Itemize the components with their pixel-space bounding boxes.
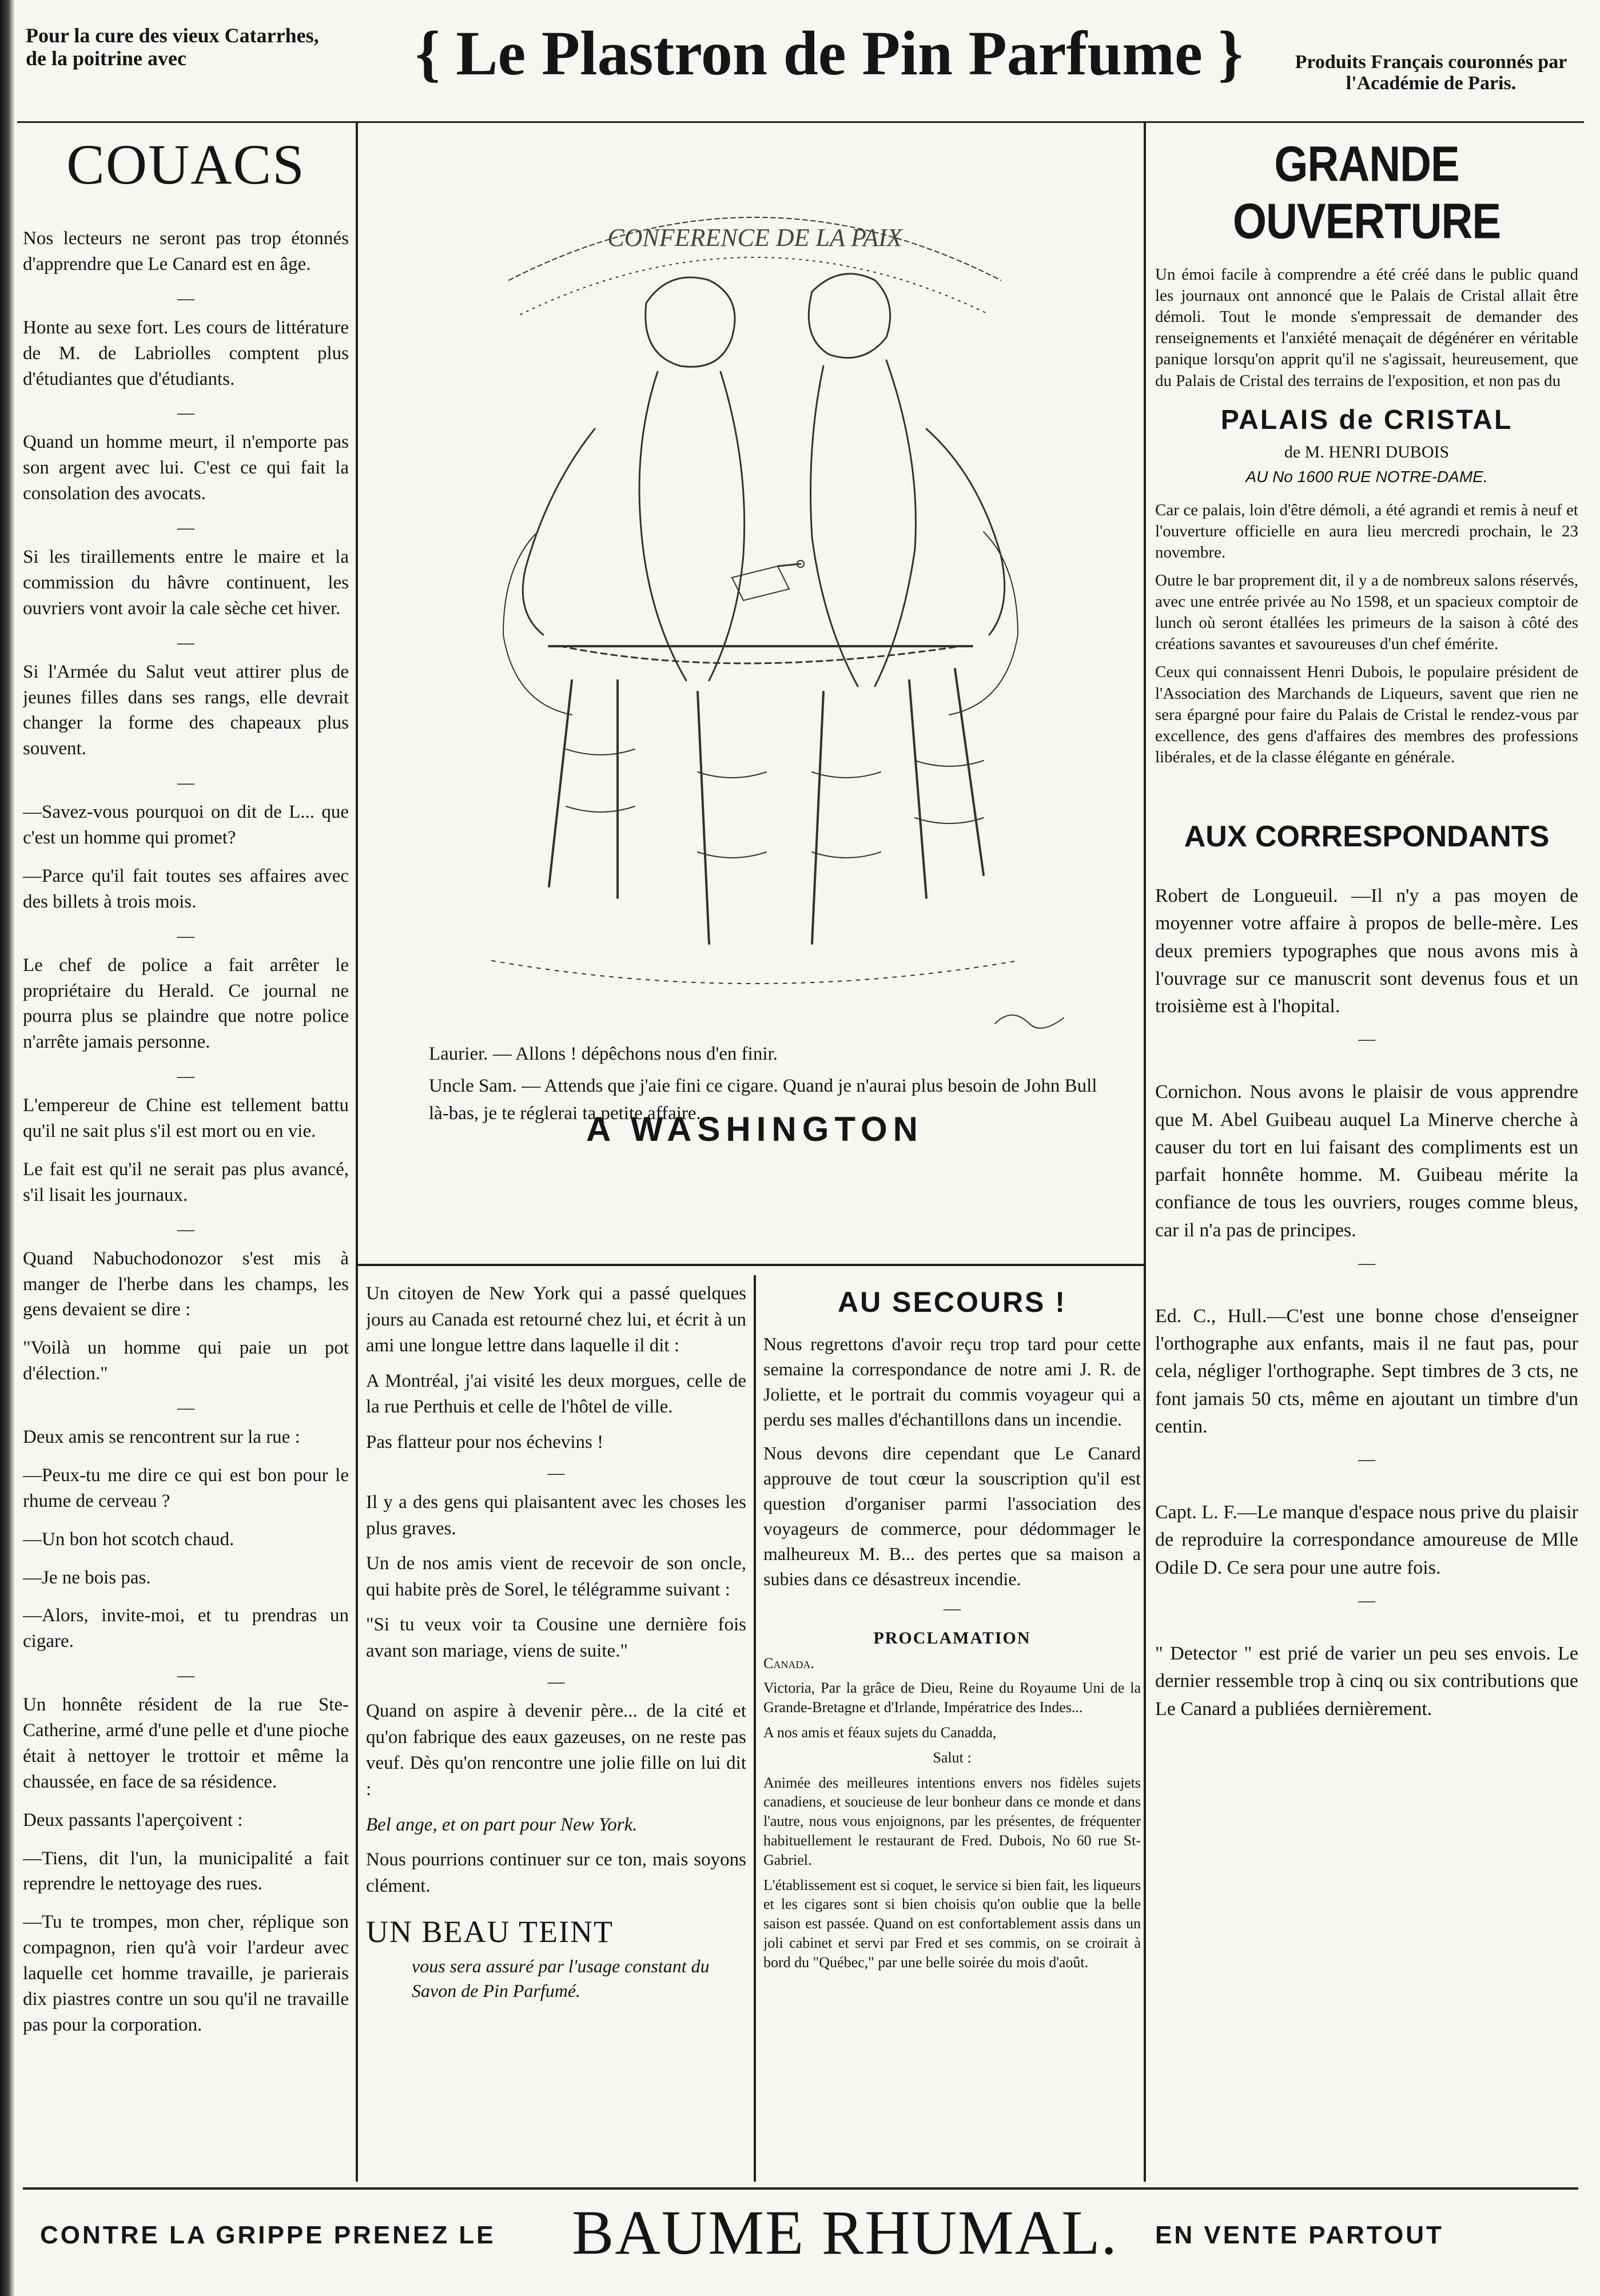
separator: — (177, 1067, 194, 1086)
proclamation-line: Victoria, Par la grâce de Dieu, Reine du Royaume Uni de la Grande-Bretagne et d'Irlande, Impératrice des Indes... (763, 1680, 1141, 1716)
bottom-advertisement (23, 2187, 1578, 2279)
correspondants-title: AUX CORRESPONDANTS (1184, 819, 1550, 853)
bottom-ad-left: CONTRE LA GRIPPE PRENEZ LE (40, 2221, 496, 2249)
middle-paragraph: Un de nos amis vient de recevoir de son oncle, qui habite près de Sorel, le télégramme suivant : (366, 1553, 746, 1600)
secours-column (763, 1281, 1141, 2139)
header-ad-left (26, 24, 380, 70)
cartoon-dialogue-line: Laurier. — Allons ! dépêchons nous d'en finir. (429, 1044, 778, 1064)
couacs-paragraph: Nos lecteurs ne seront pas trop étonnés d'apprendre que Le Canard est en âge. (23, 228, 349, 274)
header-ad-right: Produits Français couronnés par l'Académie de Paris. (1295, 51, 1567, 94)
secours-paragraph: Nous devons dire cependant que Le Canard approuve de tout cœur la souscription qu'il est question d'organiser parmi l'association des voyageurs de commerce, pour dédommager le malheureux M. B... des pertes que sa maison a subies dans ce désastreux incendie. (763, 1442, 1141, 1590)
couacs-paragraph: L'empereur de Chine est tellement battu qu'il ne sait plus s'il est mort ou en vie. (23, 1095, 349, 1141)
separator: — (547, 1672, 565, 1692)
couacs-paragraph: "Voilà un homme qui paie un pot d'élection." (23, 1338, 349, 1384)
couacs-paragraph: Deux passants l'aperçoivent : (23, 1809, 243, 1831)
scan-edge (0, 0, 15, 2296)
middle-paragraph: Un citoyen de New York qui a passé quelques jours au Canada est retourné chez lui, et écrit à un ami une longue lettre dans laquelle il dit : (366, 1283, 746, 1356)
couacs-paragraph: Si les tiraillements entre le maire et la commission du hâvre continuent, les ouvriers vont avoir la cale sèche cet hiver. (23, 547, 349, 619)
palais-title: PALAIS de CRISTAL (1220, 404, 1513, 435)
palais-address: AU No 1600 RUE NOTRE-DAME. (1245, 467, 1488, 486)
middle-paragraph: Nous pourrions continuer sur ce ton, mais soyons clément. (366, 1849, 746, 1896)
correspondants-paragraph: Ed. C., Hull.—C'est une bonne chose d'enseigner l'orthographe aux enfants, mais il ne faut pas, pour cela, négliger l'orthographe. Sept timbres de 3 cts, ne font jamais 50 cts, même en ajoutant un timbre d'un centin. (1155, 1305, 1578, 1437)
correspondants-paragraph: Robert de Longueuil. —Il n'y a pas moyen de moyenner votre affaire à propos de belle-mère. Les deux premiers typographes que nous avons mis à l'ouvrage sur ce manuscrit sont devenus fous et un troisième est à l'hopital. (1155, 885, 1578, 1017)
couacs-paragraph: —Je ne bois pas. (23, 1567, 151, 1588)
proclamation-line: Animée des meilleures intentions envers nos fidèles sujets canadiens, et soucieuse de leur bonheur dans ce monde et dans l'autre, nous vous enjoignons, par les présentes, de fréquenter habituellement le restaurant de Fred. Dubois, No 60 rue St-Gabriel. (763, 1774, 1141, 1868)
separator: — (177, 1219, 194, 1239)
couacs-paragraph: —Alors, invite-moi, et tu prendras un cigare. (23, 1605, 349, 1652)
couacs-paragraph: Le fait est qu'il ne serait pas plus avancé, s'il lisait les journaux. (23, 1159, 349, 1205)
proclamation-title: PROCLAMATION (873, 1628, 1031, 1648)
proclamation-line: Salut : (933, 1749, 972, 1766)
couacs-paragraph: Quand un homme meurt, il n'emporte pas son argent avec lui. C'est ce qui fait la consolation des avocats. (23, 432, 349, 504)
couacs-paragraph: Si l'Armée du Salut veut attirer plus de jeunes filles dans ses rangs, elle devrait changer la forme des chapeaux plus souvent. (23, 661, 349, 759)
palais-subtitle: de M. HENRI DUBOIS (1284, 442, 1450, 461)
secours-title: AU SECOURS ! (838, 1286, 1066, 1318)
couacs-paragraph: —Peux-tu me dire ce qui est bon pour le rhume de cerveau ? (23, 1465, 349, 1511)
couacs-paragraph: Un honnête résident de la rue Ste-Catherine, armé d'une pelle et d'une pioche était à nettoyer le trottoir et même la chaussée, en face de sa résidence. (23, 1694, 349, 1792)
couacs-paragraph: Deux amis se rencontrent sur la rue : (23, 1427, 300, 1447)
couacs-paragraph: Quand Nabuchodonozor s'est mis à manger de l'herbe dans les champs, les gens devaient se dire : (23, 1248, 349, 1320)
grande-ouverture-title: GRANDE OUVERTURE (1232, 136, 1501, 249)
proclamation-line: Canada. (763, 1654, 814, 1672)
separator: — (177, 518, 194, 537)
proclamation-line: L'établissement est si coquet, le service si bien fait, les liqueurs et les cigares sont si bien choisis qu'on oublie que la belle saison est passée. Quand on est confortablement assis dans un joli cabinet et servi par Fred et ses commis, on se croirait à bord du "Québec," par une belle soirée du mois d'août. (763, 1876, 1141, 1971)
correspondants-paragraph: " Detector " est prié de varier un peu ses envois. Le dernier ressemble trop à cinq ou six contributions que Le Canard a publiées dernièrement. (1155, 1643, 1578, 1720)
cartoon-bottom-rule (357, 1264, 1144, 1266)
ouverture-paragraph: Outre le bar proprement dit, il y a de nombreux salons réservés, avec une entrée privée au No 1598, et un spacieux comptoir de lunch où seront étallées les primeurs de la saison à côté des créations savantes et savoureuses d'un chef émérite. (1155, 571, 1578, 654)
cartoon-caption: A WASHINGTON (586, 1110, 924, 1148)
separator: — (944, 1598, 961, 1618)
bottom-ad-right: EN VENTE PARTOUT (1155, 2221, 1444, 2249)
separator: — (1358, 1029, 1375, 1049)
middle-paragraph: Pas flatteur pour nos échevins ! (366, 1431, 604, 1453)
separator: — (1358, 1591, 1375, 1610)
couacs-title: COUACS (66, 133, 305, 196)
ouverture-paragraph: Ceux qui connaissent Henri Dubois, le populaire président de l'Association des Marchands de Liqueurs, savent que rien ne sera épargné pour faire du Palais de Cristal le rendez-vous par excellence, des gens d'affaires des membres des professions libérales, et de la classe élégante en générale. (1155, 663, 1578, 766)
separator: — (177, 1666, 194, 1685)
ouverture-intro: Un émoi facile à comprendre a été créé dans le public quand les journaux ont annoncé que le Palais de Cristal allait être démoli. Tout le monde s'empressait de demander des renseignements et l'anxiété menaçait de dégénérer en véritable panique lorsqu'on apprit qu'il ne s'agissait, heureusement, que du Palais de Cristal des terrains de l'exposition, et non pas du (1155, 265, 1578, 390)
bottom-ad-product: BAUME RHUMAL. (572, 2198, 1118, 2267)
separator: — (177, 773, 194, 793)
middle-column (366, 1281, 746, 2139)
separator: — (177, 926, 194, 945)
couacs-paragraph: Le chef de police a fait arrêter le propriétaire du Herald. Ce journal ne pourra plus se plaindre que notre police n'arrête jamais personne. (23, 954, 349, 1053)
separator: — (177, 1398, 194, 1417)
ouverture-paragraph: Car ce palais, loin d'être démoli, a été agrandi et remis à neuf et l'ouverture officielle en aura lieu mercredi prochain, le 23 novembre. (1155, 500, 1578, 562)
cartoon-banner-text: CONFERENCE DE LA PAIX (607, 224, 902, 252)
couacs-paragraph: —Parce qu'il fait toutes ses affaires avec des billets à trois mois. (23, 865, 349, 912)
separator: — (547, 1463, 565, 1483)
separator: — (177, 632, 194, 652)
separator: — (177, 288, 194, 308)
couacs-paragraph: —Un bon hot scotch chaud. (23, 1529, 234, 1550)
beau-teint-text: vous sera assuré par l'usage constant du Savon de Pin Parfumé. (412, 1956, 710, 2001)
column-rule-2 (754, 1275, 756, 2182)
middle-paragraph: Il y a des gens qui plaisantent avec les choses les plus graves. (366, 1492, 746, 1539)
masthead-title: { Le Plastron de Pin Parfume } (415, 18, 1243, 88)
couacs-paragraph: —Savez-vous pourquoi on dit de L... que c'est un homme qui promet? (23, 802, 349, 848)
cartoon-dialogue (429, 1041, 1115, 1132)
couacs-paragraph: —Tu te trompes, mon cher, réplique son compagnon, rien qu'à voir l'ardeur avec laquelle cet homme travaille, je parierais dix piastres contre un sou qu'il ne travaille pas pour la corporation. (23, 1912, 349, 2035)
middle-paragraph: A Montréal, j'ai visité les deux morgues, celle de la rue Perthuis et celle de l'hôtel de ville. (366, 1370, 746, 1418)
secours-paragraph: Nous regrettons d'avoir reçu trop tard pour cette semaine la correspondance de notre ami J. R. de Joliette, et le portrait du commis voyageur qui a perdu ses malles d'échantillons dans un incendie. (763, 1334, 1141, 1430)
separator: — (1358, 1450, 1375, 1469)
couacs-paragraph: Honte au sexe fort. Les cours de littérature de M. de Labriolles comptent plus d'étudiantes que d'étudiants. (23, 317, 349, 389)
right-column (1155, 132, 1578, 2139)
middle-paragraph: Bel ange, et on part pour New York. (366, 1814, 638, 1835)
header-rule (17, 121, 1584, 123)
couacs-paragraph: —Tiens, dit l'un, la municipalité a fait reprendre le nettoyage des rues. (23, 1848, 349, 1895)
cartoon-dialogue-line: Uncle Sam. — Attends que j'aie fini ce cigare. Quand je n'aurai plus besoin de John Bull là-bas, je te réglerai ta petite affaire. (429, 1075, 1097, 1124)
correspondants-paragraph: Cornichon. Nous avons le plaisir de vous apprendre que M. Abel Guibeau auquel La Minerve cherche à causer du tort en lui faisant des compliments est un parfait honnête homme. M. Guibeau mérite la confiance de tous les ouvriers, rouges comme bleus, car il n'a pas de principes. (1155, 1081, 1578, 1241)
header-ad-left-line2: de la poitrine avec (26, 47, 186, 70)
cartoon-illustration (377, 132, 1132, 1092)
separator: — (1358, 1253, 1375, 1272)
header-ad-left-line1: Pour la cure des vieux Catarrhes, (26, 24, 319, 47)
couacs-column (23, 132, 349, 2139)
correspondants-paragraph: Capt. L. F.—Le manque d'espace nous prive du plaisir de reproduire la correspondance amoureuse de Mlle Odile D. Ce sera pour une autre fois. (1155, 1502, 1578, 1578)
middle-paragraph: Quand on aspire à devenir père... de la cité et qu'on fabrique des eaux gazeuses, on ne reste pas veuf. Dès qu'on rencontre une jolie fille on lui dit : (366, 1701, 746, 1800)
cartoon (372, 132, 1138, 1148)
beau-teint-title: UN BEAU TEINT (366, 1915, 614, 1949)
column-rule-1 (356, 123, 358, 2182)
column-rule-3 (1144, 123, 1146, 2182)
middle-paragraph: "Si tu veux voir ta Cousine une dernière fois avant son mariage, viens de suite." (366, 1614, 746, 1661)
separator: — (177, 403, 194, 423)
proclamation-line: A nos amis et féaux sujets du Canadda, (763, 1724, 997, 1741)
